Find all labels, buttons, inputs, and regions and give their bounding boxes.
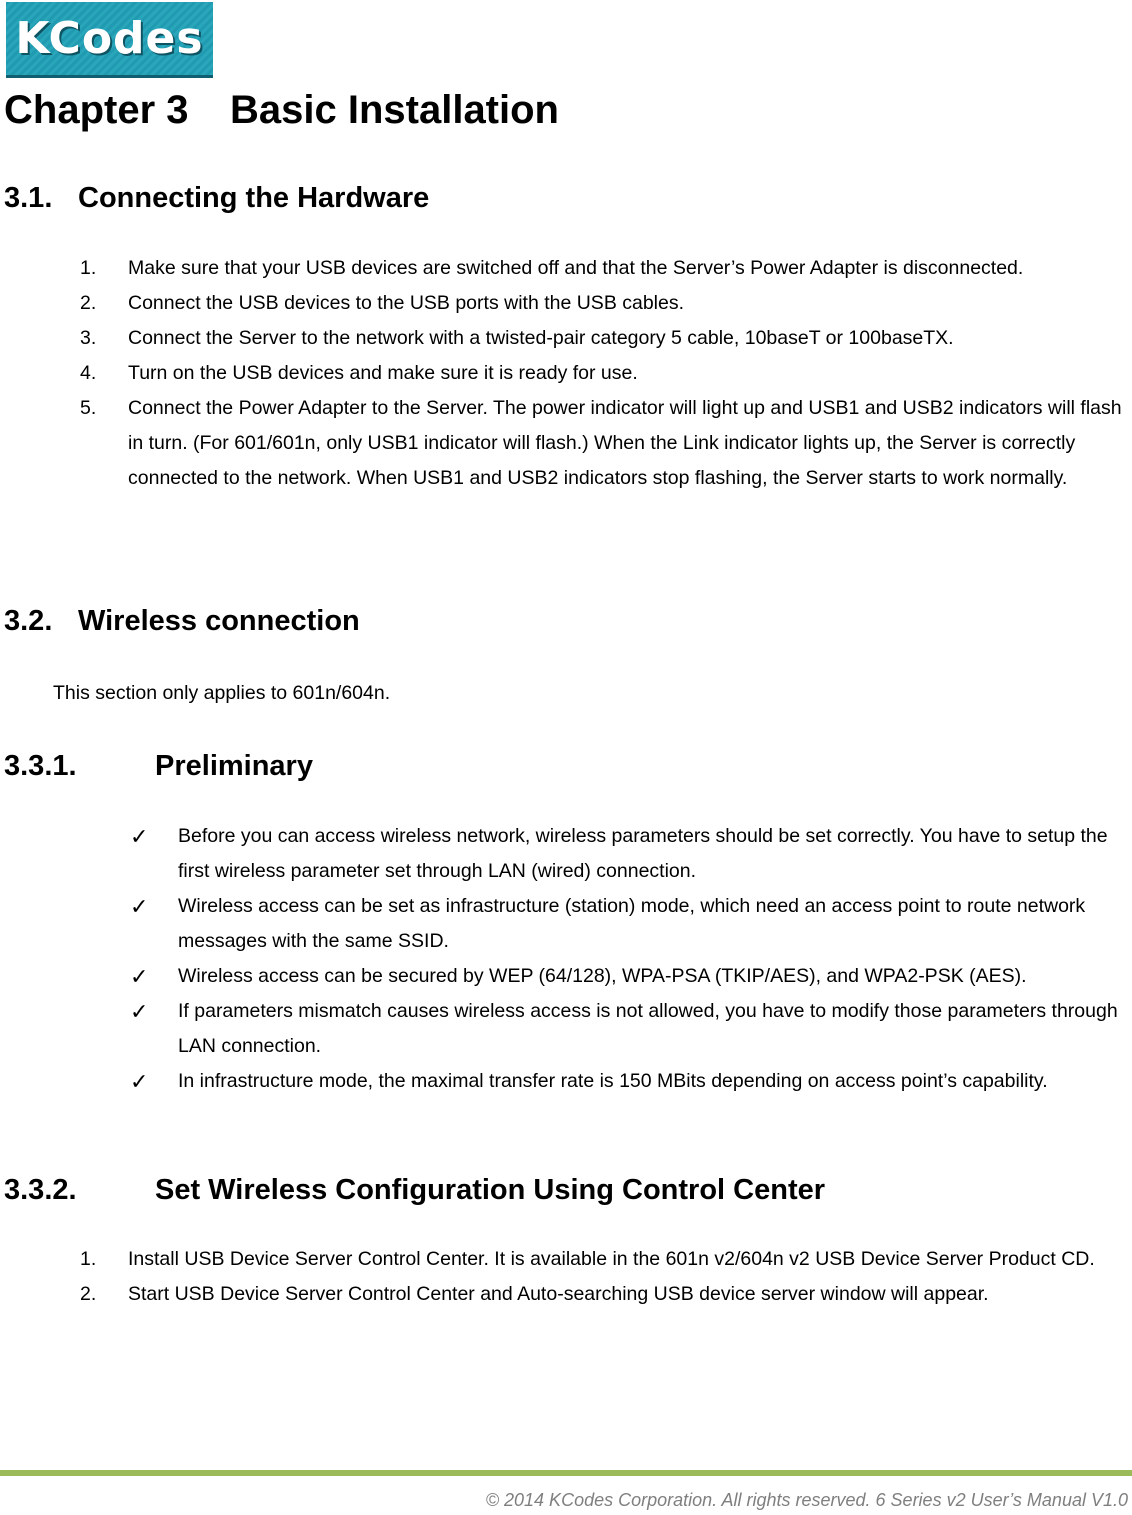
checkmark-icon: ✓: [130, 999, 149, 1024]
logo-text: KCodes: [15, 13, 204, 64]
checkmark-icon: ✓: [130, 964, 149, 989]
section-title: Preliminary: [155, 750, 313, 782]
list-item-text: Start USB Device Server Control Center and Auto-searching USB device server window will appear.: [128, 1283, 989, 1305]
list-marker: 4.: [80, 362, 97, 384]
checklist-item: [0, 819, 1132, 889]
checklist-item: [0, 889, 1132, 959]
checklist-item-text: Before you can access wireless network, wireless parameters should be set correctly. You have to setup the first wireless parameter set through LAN (wired) connection.: [178, 825, 1108, 882]
section-number: 3.2.: [4, 605, 53, 637]
list-item-text: Turn on the USB devices and make sure it is ready for use.: [128, 362, 638, 384]
list-item-text: Connect the Power Adapter to the Server. The power indicator will light up and USB1 and USB2 indicators will flash in turn. (For 601/601n, only USB1 indicator will flash.) When the Link indicator lights up, the Server is correctly connected to the network. When USB1 and USB2 indicators stop flashing, the Server starts to work normally.: [128, 397, 1122, 489]
checkmark-icon: ✓: [130, 894, 149, 919]
list-marker: 2.: [80, 292, 97, 314]
control-center-steps-list: [0, 1242, 1132, 1312]
list-item: [0, 1277, 1132, 1312]
list-item: [0, 356, 1132, 391]
section-3-2-heading: [4, 605, 360, 638]
list-item: [0, 251, 1132, 286]
checklist-item-text: Wireless access can be set as infrastructure (station) mode, which need an access point to route network messages with the same SSID.: [178, 895, 1086, 952]
checklist-item-text: Wireless access can be secured by WEP (64/128), WPA-PSA (TKIP/AES), and WPA2-PSK (AES).: [178, 965, 1027, 987]
list-marker: 2.: [80, 1283, 97, 1305]
preliminary-checklist: [0, 819, 1132, 1099]
section-number: 3.1.: [4, 182, 53, 214]
section-3-1-heading: [4, 182, 429, 215]
list-item: [0, 286, 1132, 321]
chapter-number: Chapter 3: [4, 88, 189, 132]
list-marker: 5.: [80, 397, 97, 419]
checklist-item-text: In infrastructure mode, the maximal transfer rate is 150 MBits depending on access point’s capability.: [178, 1070, 1048, 1092]
checklist-item: [0, 1064, 1132, 1099]
section-title: Connecting the Hardware: [78, 182, 430, 214]
list-item: [0, 1242, 1132, 1277]
section-title: Set Wireless Configuration Using Control Center: [155, 1174, 826, 1206]
list-item-text: Connect the USB devices to the USB ports with the USB cables.: [128, 292, 685, 314]
kcodes-logo: [6, 2, 213, 78]
chapter-heading: [4, 88, 559, 133]
footer-divider: [0, 1470, 1132, 1476]
checklist-item: [0, 959, 1132, 994]
list-item: [0, 321, 1132, 356]
list-item-text: Make sure that your USB devices are switched off and that the Server’s Power Adapter is disconnected.: [128, 257, 1024, 279]
checkmark-icon: ✓: [130, 1069, 149, 1094]
checklist-item: [0, 994, 1132, 1064]
list-marker: 1.: [80, 257, 97, 279]
hardware-steps-list: [0, 251, 1132, 496]
chapter-title: Basic Installation: [230, 88, 559, 132]
section-title: Wireless connection: [78, 605, 360, 637]
section-3-3-1-heading: [4, 750, 313, 783]
list-item: [0, 391, 1132, 496]
checkmark-icon: ✓: [130, 824, 149, 849]
section-3-3-2-heading: [4, 1174, 825, 1207]
footer-copyright: © 2014 KCodes Corporation. All rights reserved. 6 Series v2 User’s Manual V1.0: [485, 1490, 1128, 1510]
list-marker: 3.: [80, 327, 97, 349]
section-number: 3.3.2.: [4, 1174, 77, 1206]
section-number: 3.3.1.: [4, 750, 77, 782]
list-item-text: Connect the Server to the network with a twisted-pair category 5 cable, 10baseT or 100baseTX.: [128, 327, 954, 349]
checklist-item-text: If parameters mismatch causes wireless access is not allowed, you have to modify those parameters through LAN connection.: [178, 1000, 1118, 1057]
section-intro: This section only applies to 601n/604n.: [53, 682, 391, 704]
list-marker: 1.: [80, 1248, 97, 1270]
list-item-text: Install USB Device Server Control Center. It is available in the 601n v2/604n v2 USB Device Server Product CD.: [128, 1248, 1095, 1270]
